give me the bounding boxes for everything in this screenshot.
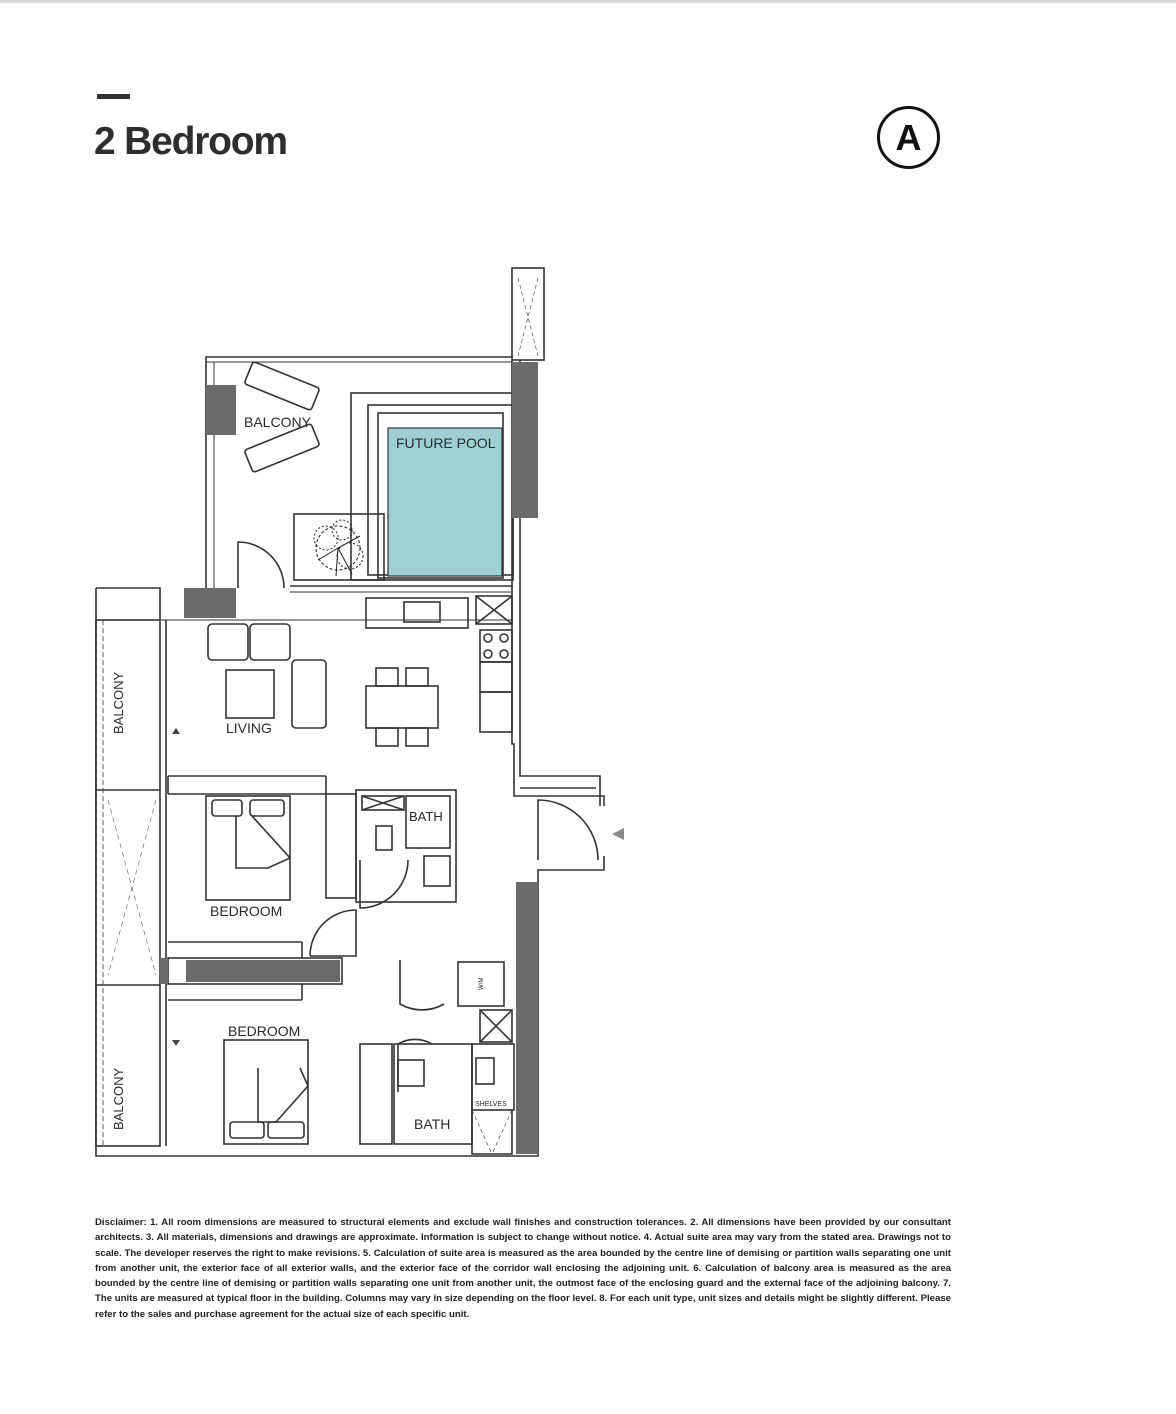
label-bedroom-upper: BEDROOM [210, 903, 283, 919]
label-future-pool: FUTURE POOL [396, 435, 496, 451]
wall-bedroom-divider [186, 960, 340, 982]
lounger-1 [244, 361, 320, 410]
bed-lower [224, 1040, 308, 1144]
label-bath-lower: BATH [414, 1116, 451, 1132]
bedroom-door-upper [310, 910, 356, 956]
entry-arrow [612, 828, 624, 840]
lounger-2 [244, 423, 320, 472]
dining-table [366, 686, 438, 728]
label-balcony-left-upper: BALCONY [111, 671, 126, 734]
label-balcony-left-lower: BALCONY [111, 1067, 126, 1130]
bedroom-door-lower [400, 960, 444, 1010]
label-wm: W/M [479, 977, 485, 990]
toilet-lower [476, 1058, 494, 1084]
vanity-lower [398, 1060, 424, 1086]
armchair-left [208, 624, 248, 660]
wardrobe-lower [360, 1044, 392, 1144]
disclaimer-text: Disclaimer: 1. All room dimensions are measured to structural elements and exclude wall finishes and construction tolerances. 2. All dimensions have been provided by our consultant architects. 3. All materials, dimensions and drawings are approximate. Information is subject to change without notice. 4. Actual suite area may vary from the stated area. Drawings not to scale. The developer reserves the right to make revisions. 5. Calculation of suite area is measured as the area bounded by the centre line of demising or partition walls separating one unit from another unit, the exterior face of all exterior walls, and the exterior face of the corridor wall enclosing the adjoining unit. 6. Calculation of balcony area is measured as the area bounded by the centre line of demising or partition walls separating one unit from another unit, the outmost face of the enclosing guard and the external face of the adjoining balcony. 7. The units are measured at typical floor in the building. Columns may vary in size depending on the floor level. 8. For each unit type, unit sizes and details might be slightly different. Please refer to the sales and purchase agreement for the actual size of each specific unit. [95, 1217, 951, 1320]
toilet-upper [376, 826, 392, 850]
label-shelves: SHELVES [475, 1101, 507, 1108]
entry-door [538, 800, 598, 860]
right-top-column-frame [512, 268, 544, 360]
page-title: 2 Bedroom [94, 120, 287, 163]
column-left-living [184, 588, 236, 618]
label-balcony-top: BALCONY [244, 414, 311, 430]
column-right-upper [512, 362, 538, 518]
column-top-left [206, 385, 236, 435]
bed-upper [206, 796, 290, 900]
balcony-door [238, 542, 284, 588]
tree-canopy [314, 520, 363, 576]
left-balcony-strip [96, 620, 160, 1146]
armchair-right [250, 624, 290, 660]
column-right-lower [516, 882, 538, 1154]
sink [404, 602, 440, 622]
label-living: LIVING [226, 720, 272, 736]
label-bath-upper: BATH [409, 809, 443, 824]
fridge [480, 692, 512, 732]
coffee-table [226, 670, 274, 718]
vanity-upper [424, 856, 450, 886]
wardrobe-upper [326, 794, 356, 898]
unit-type-badge: A [877, 106, 940, 169]
label-bedroom-lower: BEDROOM [228, 1023, 301, 1039]
sofa [292, 660, 326, 728]
